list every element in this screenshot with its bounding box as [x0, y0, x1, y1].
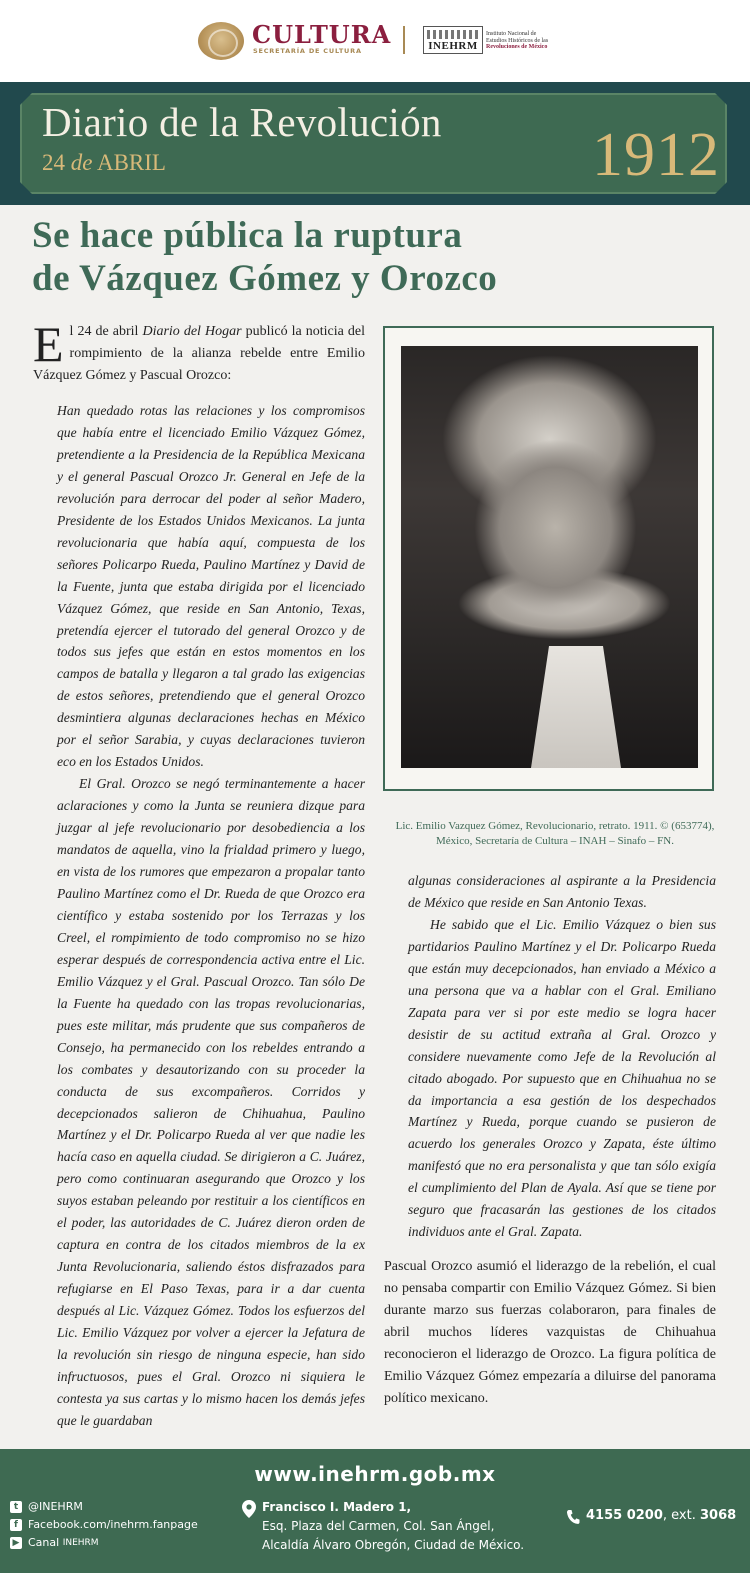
inehrm-desc-line-3: Revoluciones de México	[486, 44, 548, 51]
youtube-channel: INEHRM	[62, 1538, 99, 1548]
twitter-icon: t	[10, 1501, 22, 1513]
date-day: 24	[42, 150, 65, 175]
drop-cap: E	[33, 316, 64, 372]
cultura-logo-subtitle: SECRETARÍA DE CULTURA	[253, 47, 362, 55]
quote-paragraph-2: El Gral. Orozco se negó terminantemente a hacer aclaraciones y como la Junta se reuniera dizque para juzgar al jefe revolucionario por desobediencia a los mandatos de aquella, vino la frialdad primero y luego, en vista de los rumores que empezaron a propalar tanto Paulino Martínez como el Dr. Rueda de que Orozco era científico y estaba sostenido por los Terrazas y los Creel, el rompimiento de todo compromiso no se hizo esperar después de correspondencia activa entre el Lic. Emilio Vázquez y el Gral. Pascual Orozco. Tan sólo De la Fuente ha quedado con las tropas revolucionarias, pues este militar, más prudente que sus compañeros de Consejo, ha permanecido con los rebeldes entrando a los combates y desautorizando con su proceder la conducta de sus excompañeros. Corridos y decepcionados salieron de Chihuahua, Paulino Martínez y el Dr. Policarpo Rueda al ver que nadie les hacía caso en aquella ciudad. Se dirigieron a C. Juárez, pero como continuaran asegurando que Orozco y los suyos estaban peleando por restituir a los científicos en el poder, las autoridades de C. Juárez dieron orden de captura en contra de los citados miembros de la ex Junta Revolucionaria, saliendo éstos disfrazados para refugiarse en El Paso Texas, para ir a dar cuenta después al Lic. Vázquez Gómez. Todos los esfuerzos del Lic. Emilio Vázquez por volver a ejercer la Jefatura de la revolución sin riesgo de ninguna especie, han sido infructuosos, pues el Gral. Orozco ni siquiera le contesta ya sus cartas y lo mismo hacen los demás jefes que le guardaban	[57, 776, 365, 1428]
phone-icon	[566, 1509, 580, 1525]
inehrm-description	[486, 31, 566, 51]
quote-paragraph-1: Han quedado rotas las relaciones y los compromisos que había entre el licenciado Emilio Vázquez Gómez, pretendiente a la Presidencia de la República Mexicana y el general Pascual Orozco Jr. General en Jefe de la revolución para derrocar del poder al señor Madero, Presidente de los Estados Unidos Mexicanos. La junta revolucionaria que había aquí, compuesta de los señores Policarpo Rueda, Paulino Martínez y David de la Fuente, junta que estaba dirigida por el licenciado Vázquez Gómez, que reside en San Antonio, Texas, pretendía ejercer el tutorado del general Orozco y de todos sus jefes que están en estos momentos en los campos de batalla y llegaron a tal grado las exigencias de estos señores, pretendiendo que el general Orozco desmintiera algunas declaraciones hechas en México por el señor Sarabia, y cuyas declaraciones tuvieron eco en los Estados Unidos.	[57, 403, 365, 770]
youtube-link[interactable]	[10, 1534, 210, 1552]
phone-ext-label: , ext.	[662, 1508, 696, 1523]
cultura-logo-title: CULTURA	[252, 20, 392, 49]
logo-divider	[403, 26, 405, 54]
address-line-2: Esq. Plaza del Carmen, Col. San Ángel,	[262, 1519, 495, 1533]
address-line-1: Francisco I. Madero 1,	[262, 1500, 412, 1514]
inehrm-desc-line-2: Estudios Históricos de las	[486, 37, 549, 44]
intro-text-b: publicó la noticia del rompimiento de la alianza rebelde entre Emilio Vázquez Gómez y Pascual Orozco:	[33, 324, 365, 383]
phone-main: 4155 0200	[586, 1508, 663, 1523]
phone-ext: 3068	[700, 1508, 737, 1523]
portrait-caption: Lic. Emilio Vazquez Gómez, Revolucionario, retrato. 1911. © (653774), México, Secretaría de Cultura – INAH – Sinafo – FN.	[395, 820, 715, 847]
intro-paragraph	[33, 316, 365, 387]
closing-paragraph: Pascual Orozco asumió el liderazgo de la rebelión, el cual no pensaba compartir con Emilio Vázquez Gómez. Si bien durante marzo sus fuerzas colaboraron, para finales de abril muchos líderes vazquistas de Chihuahua reconocieron el liderazgo de Orozco. La figura política de Emilio Vázquez Gómez empezaría a diluirse del panorama político mexicano.	[384, 1259, 716, 1406]
inehrm-logo-name: INEHRM	[428, 40, 478, 52]
headline-line-1: Se hace pública la ruptura	[32, 215, 463, 256]
twitter-handle: @INEHRM	[28, 1500, 83, 1513]
mexico-seal-icon	[198, 22, 244, 60]
youtube-icon: ▶	[10, 1537, 22, 1549]
diary-year: 1912	[592, 121, 720, 189]
phone-number[interactable]	[586, 1508, 736, 1523]
address	[262, 1498, 552, 1555]
headline-line-2: de Vázquez Gómez y Orozco	[32, 258, 498, 299]
facebook-url: Facebook.com/inehrm.fanpage	[28, 1518, 198, 1531]
diary-date	[42, 150, 166, 176]
date-month: ABRIL	[96, 150, 166, 175]
address-line-3: Alcaldía Álvaro Obregón, Ciudad de México.	[262, 1538, 525, 1552]
article-headline	[32, 214, 552, 300]
quote-left-column	[57, 400, 365, 1432]
facebook-icon: f	[10, 1519, 22, 1531]
youtube-prefix: Canal	[28, 1536, 60, 1549]
quote-paragraph-3: algunas consideraciones al aspirante a la Presidencia de México que reside en San Antonio Texas.	[408, 873, 716, 910]
quote-paragraph-4: He sabido que el Lic. Emilio Vázquez o bien sus partidarios Paulino Martínez y el Dr. Policarpo Rueda que están muy decepcionados, han enviado a México a una persona que va a hablar con el Gral. Emiliano Zapata para ver si por este medio se logra hacer desistir de su actitud extraña al Gral. Orozco y considere nuevamente como Jefe de la Revolución al citado abogado. Por supuesto que en Chihuahua no se da importancia a esa gestión de los despechados Martínez y Rueda, porque cuando se pusieron de acuerdo los generales Orozco y Zapata, éste último manifestó que no era personalista y que tan sólo exigía el cumplimiento del Plan de Ayala. Así que se tiene por seguro que fracasarán las gestiones de los citados individuos ante el Gral. Zapata.	[408, 916, 716, 1240]
social-links	[10, 1498, 210, 1552]
intro-text-a: l 24 de abril	[69, 324, 143, 339]
intro-publication: Diario del Hogar	[142, 324, 242, 339]
date-de: de	[70, 150, 93, 175]
diary-title: Diario de la Revolución	[42, 99, 442, 145]
website-link[interactable]: www.inehrm.gob.mx	[254, 1462, 496, 1486]
location-pin-icon	[242, 1500, 256, 1518]
facebook-link[interactable]	[10, 1516, 210, 1534]
twitter-link[interactable]	[10, 1498, 210, 1516]
quote-right-column	[408, 870, 716, 1243]
portrait-photo	[401, 346, 698, 768]
inehrm-desc-line-1: Instituto Nacional de	[486, 31, 537, 37]
